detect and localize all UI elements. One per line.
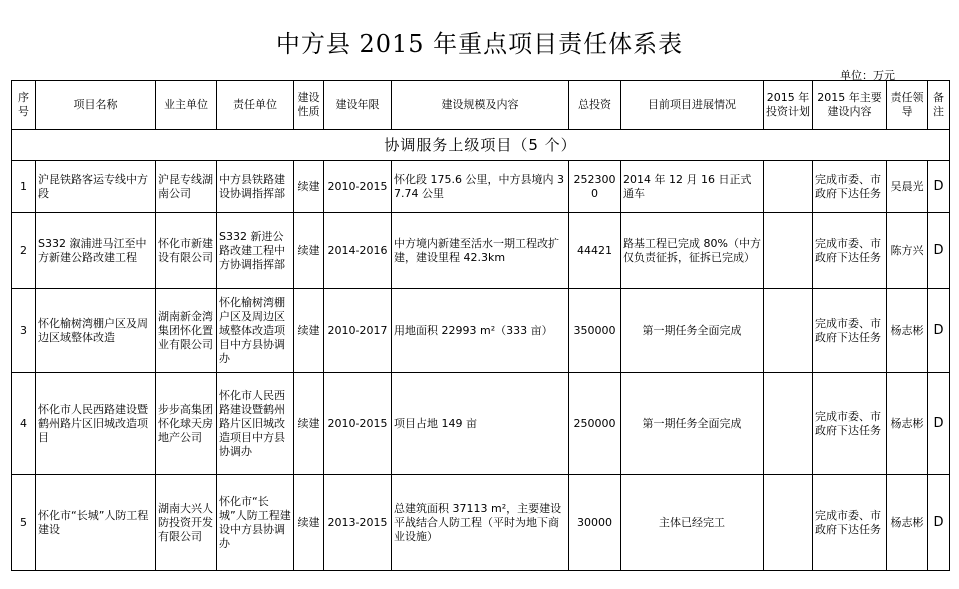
cell-period: 2010-2017 <box>324 289 392 373</box>
cell-plan2015 <box>764 289 813 373</box>
header-leader: 责任领导 <box>887 81 928 130</box>
cell-plan2015 <box>764 373 813 475</box>
header-investment: 总投资 <box>569 81 621 130</box>
cell-period: 2013-2015 <box>324 475 392 571</box>
cell-progress: 第一期任务全面完成 <box>621 289 764 373</box>
table-row <box>12 213 950 289</box>
cell-responsible: 中方县铁路建设协调指挥部 <box>217 161 294 213</box>
cell-leader: 杨志彬 <box>887 475 928 571</box>
cell-responsible: 怀化市人民西路建设暨鹤州路片区旧城改造项目中方县协调办 <box>217 373 294 475</box>
cell-scale: 怀化段 175.6 公里，中方县境内 37.74 公里 <box>392 161 569 213</box>
cell-name: 怀化市人民西路建设暨鹤州路片区旧城改造项目 <box>36 373 156 475</box>
cell-content2015: 完成市委、市政府下达任务 <box>813 161 887 213</box>
cell-content2015: 完成市委、市政府下达任务 <box>813 289 887 373</box>
cell-investment: 30000 <box>569 475 621 571</box>
cell-owner: 湖南新金湾集团怀化置业有限公司 <box>156 289 217 373</box>
cell-scale: 中方境内新建至活水一期工程改扩建，建设里程 42.3km <box>392 213 569 289</box>
cell-leader: 吴晨光 <box>887 161 928 213</box>
cell-owner: 沪昆专线湖南公司 <box>156 161 217 213</box>
cell-no: 4 <box>12 373 36 475</box>
header-plan2015: 2015 年投资计划 <box>764 81 813 130</box>
cell-progress: 第一期任务全面完成 <box>621 373 764 475</box>
header-period: 建设年限 <box>324 81 392 130</box>
table-row <box>12 475 950 571</box>
cell-name: 沪昆铁路客运专线中方段 <box>36 161 156 213</box>
cell-progress: 路基工程已完成 80%（中方仅负责征拆，征拆已完成） <box>621 213 764 289</box>
cell-responsible: S332 新进公路改建工程中方协调指挥部 <box>217 213 294 289</box>
cell-leader: 陈方兴 <box>887 213 928 289</box>
header-scale: 建设规模及内容 <box>392 81 569 130</box>
header-row <box>12 81 950 130</box>
cell-owner: 怀化市新建设有限公司 <box>156 213 217 289</box>
cell-nature: 续建 <box>294 289 324 373</box>
cell-investment: 2523000 <box>569 161 621 213</box>
cell-remark: D <box>928 475 950 571</box>
cell-investment: 44421 <box>569 213 621 289</box>
header-progress: 目前项目进展情况 <box>621 81 764 130</box>
header-remark: 备注 <box>928 81 950 130</box>
page-title: 中方县 2015 年重点项目责任体系表 <box>275 30 684 58</box>
cell-content2015: 完成市委、市政府下达任务 <box>813 213 887 289</box>
header-nature: 建设性质 <box>294 81 324 130</box>
cell-no: 1 <box>12 161 36 213</box>
cell-progress: 2014 年 12 月 16 日正式通车 <box>621 161 764 213</box>
header-content2015: 2015 年主要建设内容 <box>813 81 887 130</box>
cell-owner: 湖南大兴人防投资开发有限公司 <box>156 475 217 571</box>
cell-plan2015 <box>764 475 813 571</box>
cell-leader: 杨志彬 <box>887 373 928 475</box>
cell-content2015: 完成市委、市政府下达任务 <box>813 373 887 475</box>
cell-scale: 总建筑面积 37113 m²，主要建设平战结合人防工程（平时为地下商业设施） <box>392 475 569 571</box>
cell-scale: 用地面积 22993 m²（333 亩） <box>392 289 569 373</box>
cell-name: 怀化榆树湾棚户区及周边区域整体改造 <box>36 289 156 373</box>
cell-nature: 续建 <box>294 475 324 571</box>
cell-period: 2010-2015 <box>324 373 392 475</box>
cell-no: 3 <box>12 289 36 373</box>
cell-plan2015 <box>764 161 813 213</box>
section-row <box>12 130 950 161</box>
cell-remark: D <box>928 213 950 289</box>
cell-name: S332 溆浦进马江至中方新建公路改建工程 <box>36 213 156 289</box>
cell-progress: 主体已经完工 <box>621 475 764 571</box>
header-owner: 业主单位 <box>156 81 217 130</box>
unit-label: 单位：万元 <box>840 69 895 82</box>
table-row <box>12 289 950 373</box>
cell-nature: 续建 <box>294 161 324 213</box>
section-title: 协调服务上级项目（5 个） <box>12 130 950 161</box>
table-row <box>12 373 950 475</box>
cell-name: 怀化市“长城”人防工程建设 <box>36 475 156 571</box>
header-name: 项目名称 <box>36 81 156 130</box>
cell-owner: 步步高集团怀化球天房地产公司 <box>156 373 217 475</box>
cell-responsible: 怀化榆树湾棚户区及周边区域整体改造项目中方县协调办 <box>217 289 294 373</box>
cell-investment: 250000 <box>569 373 621 475</box>
cell-period: 2014-2016 <box>324 213 392 289</box>
cell-period: 2010-2015 <box>324 161 392 213</box>
cell-no: 5 <box>12 475 36 571</box>
cell-content2015: 完成市委、市政府下达任务 <box>813 475 887 571</box>
cell-remark: D <box>928 161 950 213</box>
project-table <box>11 80 950 571</box>
table-row <box>12 161 950 213</box>
cell-remark: D <box>928 289 950 373</box>
cell-plan2015 <box>764 213 813 289</box>
cell-no: 2 <box>12 213 36 289</box>
cell-investment: 350000 <box>569 289 621 373</box>
cell-nature: 续建 <box>294 213 324 289</box>
header-responsible: 责任单位 <box>217 81 294 130</box>
cell-leader: 杨志彬 <box>887 289 928 373</box>
cell-responsible: 怀化市“长城”人防工程建设中方县协调办 <box>217 475 294 571</box>
cell-nature: 续建 <box>294 373 324 475</box>
cell-scale: 项目占地 149 亩 <box>392 373 569 475</box>
cell-remark: D <box>928 373 950 475</box>
header-no: 序号 <box>12 81 36 130</box>
